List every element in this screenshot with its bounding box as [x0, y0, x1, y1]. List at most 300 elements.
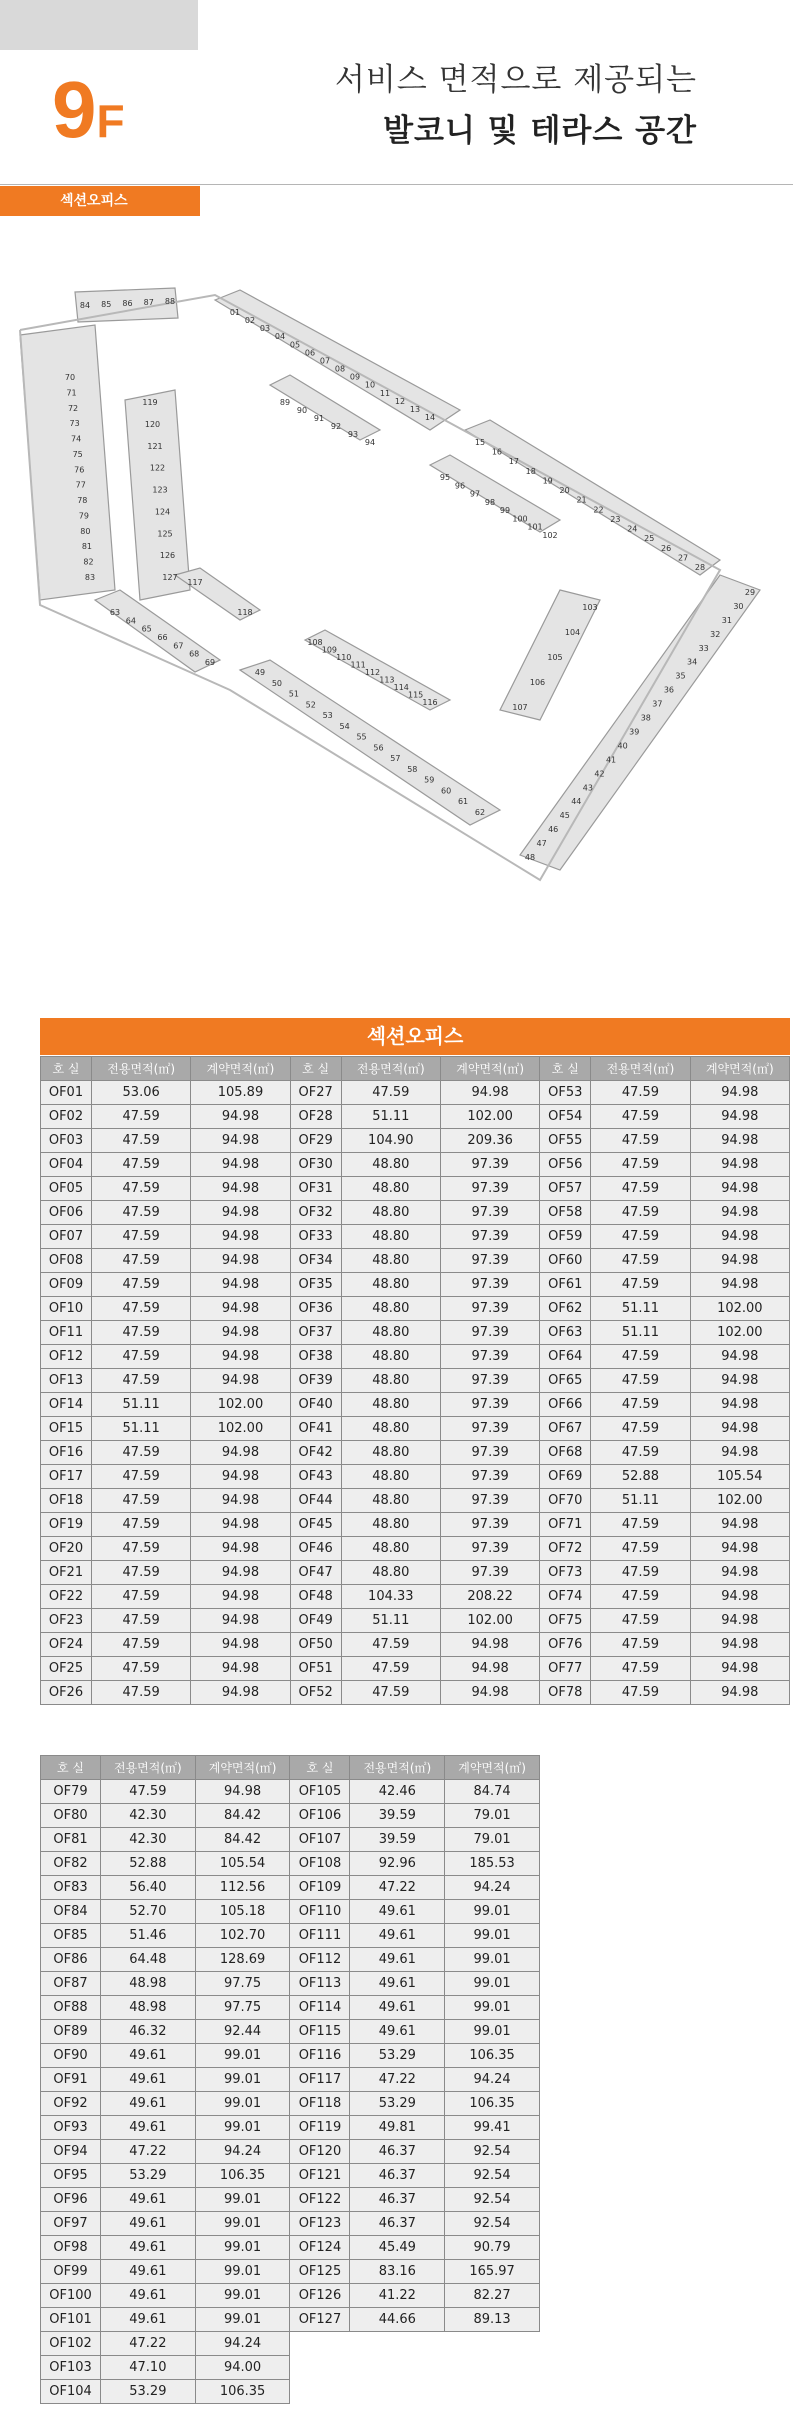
column-header: 계약면적(㎡) [445, 1756, 540, 1780]
headline-line1: 서비스 면적으로 제공되는 [334, 62, 697, 98]
area-cell: 97.39 [440, 1297, 539, 1321]
unit-name-cell: OF15 [41, 1417, 92, 1441]
unit-label: 15 [474, 438, 486, 447]
area-cell: 49.61 [101, 2116, 196, 2140]
table-row [41, 1948, 540, 1972]
unit-label: 101 [527, 522, 543, 532]
unit-label: 37 [652, 699, 663, 709]
area-cell: 47.59 [591, 1369, 690, 1393]
area-cell: 94.98 [690, 1417, 789, 1441]
area-cell: 92.54 [445, 2140, 540, 2164]
unit-name-cell: OF55 [540, 1129, 591, 1153]
unit-name-cell: OF46 [290, 1537, 341, 1561]
area-cell: 48.80 [341, 1369, 440, 1393]
unit-name-cell: OF66 [540, 1393, 591, 1417]
area-cell: 47.59 [591, 1513, 690, 1537]
area-cell: 99.01 [195, 2212, 290, 2236]
area-cell: 102.00 [690, 1489, 789, 1513]
area-cell: 94.98 [690, 1177, 789, 1201]
table-row [41, 1900, 540, 1924]
unit-label: 111 [350, 660, 366, 670]
area-cell: 94.98 [690, 1609, 789, 1633]
unit-label: 98 [484, 497, 496, 507]
area-cell: 94.98 [191, 1345, 290, 1369]
unit-label: 46 [548, 825, 559, 835]
area-cell: 48.80 [341, 1273, 440, 1297]
area-cell: 92.54 [445, 2188, 540, 2212]
area-cell: 51.11 [341, 1105, 440, 1129]
area-cell: 94.98 [191, 1441, 290, 1465]
area-cell: 94.98 [690, 1681, 789, 1705]
unit-name-cell: OF97 [41, 2212, 101, 2236]
header-divider [0, 184, 793, 185]
unit-name-cell: OF43 [290, 1465, 341, 1489]
area-cell: 165.97 [445, 2260, 540, 2284]
unit-name-cell: OF102 [41, 2332, 101, 2356]
area-cell: 51.11 [591, 1297, 690, 1321]
unit-label: 27 [677, 553, 689, 563]
unit-name-cell: OF29 [290, 1129, 341, 1153]
unit-label: 121 [147, 441, 163, 451]
unit-label: 89 [279, 398, 291, 407]
unit-label: 66 [157, 633, 168, 642]
unit-label: 127 [162, 573, 178, 582]
unit-name-cell: OF64 [540, 1345, 591, 1369]
area-cell: 46.37 [350, 2164, 445, 2188]
unit-name-cell: OF44 [290, 1489, 341, 1513]
headline [177, 54, 697, 150]
unit-label: 29 [744, 588, 756, 597]
area-cell: 47.59 [591, 1177, 690, 1201]
table-row [41, 1105, 790, 1129]
unit-label: 74 [71, 434, 82, 444]
unit-name-cell: OF54 [540, 1105, 591, 1129]
column-header: 계약면적(㎡) [690, 1057, 789, 1081]
unit-name-cell: OF28 [290, 1105, 341, 1129]
area-cell: 42.30 [101, 1804, 196, 1828]
unit-name-cell: OF124 [290, 2236, 350, 2260]
area-cell: 97.39 [440, 1537, 539, 1561]
unit-name-cell: OF06 [41, 1201, 92, 1225]
unit-name-cell: OF105 [290, 1780, 350, 1804]
unit-label: 123 [152, 485, 168, 495]
area-cell: 97.39 [440, 1561, 539, 1585]
area-cell: 47.59 [591, 1201, 690, 1225]
unit-name-cell: OF107 [290, 1828, 350, 1852]
table-row [41, 1321, 790, 1345]
table-row [41, 1273, 790, 1297]
area-cell: 47.22 [101, 2140, 196, 2164]
unit-label: 12 [394, 396, 406, 406]
area-cell: 102.70 [195, 1924, 290, 1948]
unit-label: 67 [173, 641, 184, 651]
area-cell: 94.98 [191, 1129, 290, 1153]
unit-label: 38 [640, 713, 651, 723]
area-cell: 47.59 [591, 1081, 690, 1105]
unit-label: 47 [536, 839, 547, 849]
table-row [41, 1297, 790, 1321]
area-cell: 94.98 [195, 1780, 290, 1804]
corner-tab [0, 0, 198, 50]
unit-label: 108 [307, 638, 323, 647]
area-cell: 53.29 [350, 2044, 445, 2068]
area-cell: 209.36 [440, 1129, 539, 1153]
unit-label: 50 [271, 678, 283, 688]
area-cell: 49.61 [101, 2092, 196, 2116]
unit-name-cell: OF09 [41, 1273, 92, 1297]
area-cell: 94.98 [690, 1201, 789, 1225]
area-cell: 47.59 [91, 1321, 190, 1345]
area-cell: 99.01 [195, 2236, 290, 2260]
unit-name-cell: OF26 [41, 1681, 92, 1705]
area-cell: 48.80 [341, 1225, 440, 1249]
unit-label: 126 [159, 551, 176, 561]
unit-label: 14 [424, 413, 436, 422]
area-cell: 94.98 [191, 1297, 290, 1321]
area-cell: 48.80 [341, 1345, 440, 1369]
area-cell: 47.59 [91, 1105, 190, 1129]
area-cell: 47.59 [591, 1441, 690, 1465]
area-cell: 99.01 [195, 2188, 290, 2212]
unit-label: 44 [571, 797, 582, 807]
area-cell: 45.49 [350, 2236, 445, 2260]
table-row [41, 1924, 540, 1948]
unit-label: 09 [349, 372, 361, 382]
area-cell: 92.96 [350, 1852, 445, 1876]
unit-name-cell: OF58 [540, 1201, 591, 1225]
table-row [41, 1465, 790, 1489]
table-row [41, 1876, 540, 1900]
unit-name-cell: OF59 [540, 1225, 591, 1249]
unit-name-cell: OF12 [41, 1345, 92, 1369]
unit-label: 63 [109, 608, 121, 617]
area-cell: 97.39 [440, 1441, 539, 1465]
area-cell: 47.59 [91, 1657, 190, 1681]
area-cell: 51.11 [91, 1393, 190, 1417]
table-row [41, 1249, 790, 1273]
area-cell: 82.27 [445, 2284, 540, 2308]
unit-label: 24 [627, 524, 638, 534]
unit-name-cell: OF33 [290, 1225, 341, 1249]
area-cell: 48.80 [341, 1321, 440, 1345]
area-cell: 47.59 [91, 1225, 190, 1249]
area-cell: 94.98 [440, 1657, 539, 1681]
area-cell: 102.00 [440, 1105, 539, 1129]
unit-name-cell: OF02 [41, 1105, 92, 1129]
area-cell: 94.98 [690, 1129, 789, 1153]
area-cell: 46.32 [101, 2020, 196, 2044]
table-row [41, 1972, 540, 1996]
table-row [41, 2092, 540, 2116]
unit-name-cell: OF42 [290, 1441, 341, 1465]
area-cell: 92.44 [195, 2020, 290, 2044]
unit-name-cell: OF121 [290, 2164, 350, 2188]
area-cell: 47.59 [591, 1537, 690, 1561]
area-cell: 47.59 [591, 1105, 690, 1129]
area-cell: 47.59 [591, 1273, 690, 1297]
unit-name-cell: OF103 [41, 2356, 101, 2380]
area-cell: 97.39 [440, 1273, 539, 1297]
table-row [41, 1129, 790, 1153]
unit-label: 77 [75, 480, 86, 490]
area-cell: 47.59 [91, 1681, 190, 1705]
unit-name-cell [290, 2356, 350, 2380]
column-header: 호 실 [41, 1057, 92, 1081]
unit-name-cell: OF31 [290, 1177, 341, 1201]
area-cell: 39.59 [350, 1804, 445, 1828]
unit-label: 60 [441, 786, 452, 796]
unit-name-cell: OF116 [290, 2044, 350, 2068]
area-cell: 94.98 [690, 1225, 789, 1249]
section-tag: 섹션오피스 [0, 186, 200, 216]
unit-label: 118 [237, 608, 253, 617]
unit-label: 55 [356, 732, 367, 742]
unit-name-cell: OF35 [290, 1273, 341, 1297]
unit-label: 22 [593, 505, 604, 515]
building-wing [20, 325, 115, 600]
table-header-row [41, 1057, 790, 1081]
area-cell: 99.01 [195, 2260, 290, 2284]
area-cell: 39.59 [350, 1828, 445, 1852]
area-cell: 49.61 [350, 1996, 445, 2020]
area-cell: 94.98 [191, 1537, 290, 1561]
area-cell: 94.98 [191, 1489, 290, 1513]
unit-name-cell: OF99 [41, 2260, 101, 2284]
unit-label: 42 [594, 769, 605, 779]
table-row [41, 2380, 540, 2404]
area-cell: 105.54 [195, 1852, 290, 1876]
column-header: 전용면적(㎡) [341, 1057, 440, 1081]
unit-label: 30 [733, 601, 744, 611]
area-cell: 47.59 [91, 1441, 190, 1465]
area-cell: 99.41 [445, 2116, 540, 2140]
area-cell: 94.98 [440, 1681, 539, 1705]
area-cell: 47.59 [91, 1273, 190, 1297]
unit-label: 92 [330, 422, 342, 431]
unit-label: 122 [149, 463, 166, 473]
area-cell: 51.11 [591, 1321, 690, 1345]
table-row [41, 2212, 540, 2236]
unit-name-cell: OF94 [41, 2140, 101, 2164]
table-row [41, 2356, 540, 2380]
area-cell: 97.39 [440, 1249, 539, 1273]
unit-label: 13 [409, 404, 421, 414]
unit-name-cell: OF37 [290, 1321, 341, 1345]
area-cell: 52.88 [101, 1852, 196, 1876]
area-cell: 49.61 [350, 1900, 445, 1924]
area-cell: 47.22 [350, 2068, 445, 2092]
unit-label: 11 [379, 388, 391, 398]
table-row [41, 2164, 540, 2188]
table-row [41, 1852, 540, 1876]
unit-label: 88 [164, 297, 176, 306]
unit-name-cell: OF11 [41, 1321, 92, 1345]
area-cell: 94.98 [690, 1153, 789, 1177]
unit-label: 102 [542, 531, 558, 540]
unit-label: 16 [491, 447, 503, 457]
table-row [41, 1780, 540, 1804]
unit-name-cell: OF03 [41, 1129, 92, 1153]
unit-name-cell: OF77 [540, 1657, 591, 1681]
unit-label: 86 [122, 299, 133, 308]
area-cell: 97.75 [195, 1996, 290, 2020]
area-cell: 47.59 [341, 1081, 440, 1105]
area-cell: 47.22 [350, 1876, 445, 1900]
building-wing [95, 590, 220, 672]
area-cell: 48.98 [101, 1996, 196, 2020]
area-cell: 47.10 [101, 2356, 196, 2380]
table-row [41, 2284, 540, 2308]
unit-label: 91 [313, 414, 325, 423]
unit-label: 71 [66, 388, 77, 398]
unit-name-cell: OF19 [41, 1513, 92, 1537]
unit-name-cell: OF23 [41, 1609, 92, 1633]
table-row [41, 1513, 790, 1537]
unit-name-cell: OF123 [290, 2212, 350, 2236]
unit-name-cell: OF79 [41, 1780, 101, 1804]
table-row [41, 1393, 790, 1417]
area-cell: 48.80 [341, 1177, 440, 1201]
area-cell: 84.42 [195, 1804, 290, 1828]
unit-name-cell: OF91 [41, 2068, 101, 2092]
unit-name-cell: OF78 [540, 1681, 591, 1705]
unit-label: 21 [576, 495, 587, 505]
column-header: 전용면적(㎡) [91, 1057, 190, 1081]
unit-label: 83 [84, 573, 96, 582]
unit-label: 23 [610, 514, 621, 524]
unit-name-cell: OF82 [41, 1852, 101, 1876]
unit-name-cell: OF122 [290, 2188, 350, 2212]
unit-name-cell: OF90 [41, 2044, 101, 2068]
area-cell [445, 2356, 540, 2380]
area-cell: 47.59 [591, 1153, 690, 1177]
area-cell: 84.74 [445, 1780, 540, 1804]
area-cell: 94.98 [690, 1369, 789, 1393]
area-cell: 94.98 [690, 1441, 789, 1465]
unit-label: 45 [559, 811, 570, 821]
table-row [41, 2116, 540, 2140]
area-cell: 47.59 [591, 1225, 690, 1249]
column-header: 호 실 [290, 1756, 350, 1780]
area-cell: 99.01 [195, 2116, 290, 2140]
unit-label: 125 [157, 529, 173, 539]
unit-label: 69 [204, 658, 216, 667]
unit-label: 36 [663, 685, 675, 695]
unit-name-cell: OF96 [41, 2188, 101, 2212]
column-header: 계약면적(㎡) [195, 1756, 290, 1780]
area-cell: 47.59 [91, 1369, 190, 1393]
area-cell: 48.80 [341, 1249, 440, 1273]
area-cell: 47.59 [91, 1345, 190, 1369]
unit-name-cell: OF119 [290, 2116, 350, 2140]
area-cell: 94.98 [191, 1513, 290, 1537]
unit-label: 06 [304, 348, 316, 358]
table-row [41, 1585, 790, 1609]
area-cell: 49.61 [101, 2236, 196, 2260]
unit-label: 20 [559, 486, 570, 496]
area-cell: 94.24 [445, 1876, 540, 1900]
area-cell: 104.90 [341, 1129, 440, 1153]
area-cell: 47.59 [591, 1393, 690, 1417]
unit-name-cell: OF04 [41, 1153, 92, 1177]
column-header: 호 실 [290, 1057, 341, 1081]
area-cell: 49.61 [101, 2044, 196, 2068]
area-cell: 102.00 [191, 1393, 290, 1417]
unit-label: 01 [229, 308, 241, 317]
area-cell: 52.88 [591, 1465, 690, 1489]
area-cell: 46.37 [350, 2212, 445, 2236]
unit-label: 18 [525, 466, 536, 476]
area-cell: 97.39 [440, 1369, 539, 1393]
area-cell: 47.59 [591, 1657, 690, 1681]
area-cell: 128.69 [195, 1948, 290, 1972]
floor-plan [0, 270, 793, 920]
unit-name-cell: OF40 [290, 1393, 341, 1417]
area-cell: 89.13 [445, 2308, 540, 2332]
floor-number-suffix: F [96, 95, 125, 147]
unit-label: 106 [529, 678, 546, 687]
area-cell: 97.39 [440, 1489, 539, 1513]
table-row [41, 2260, 540, 2284]
unit-label: 112 [364, 668, 381, 677]
unit-label: 119 [142, 398, 158, 407]
area-cell: 94.98 [191, 1681, 290, 1705]
unit-label: 68 [189, 649, 200, 659]
unit-name-cell: OF17 [41, 1465, 92, 1489]
units-table-2 [40, 1755, 540, 2404]
area-cell: 47.59 [591, 1129, 690, 1153]
unit-label: 40 [617, 741, 628, 751]
area-cell: 48.80 [341, 1489, 440, 1513]
unit-name-cell: OF50 [290, 1633, 341, 1657]
unit-label: 117 [187, 578, 203, 587]
area-cell: 51.11 [341, 1609, 440, 1633]
area-cell: 94.24 [445, 2068, 540, 2092]
unit-label: 28 [694, 563, 706, 572]
area-cell: 49.61 [350, 2020, 445, 2044]
area-cell: 47.59 [591, 1609, 690, 1633]
unit-name-cell: OF115 [290, 2020, 350, 2044]
unit-name-cell: OF52 [290, 1681, 341, 1705]
area-cell: 94.98 [690, 1513, 789, 1537]
area-cell: 94.98 [191, 1633, 290, 1657]
area-cell: 48.80 [341, 1537, 440, 1561]
table-row [41, 1417, 790, 1441]
area-cell: 97.39 [440, 1153, 539, 1177]
area-cell: 97.39 [440, 1417, 539, 1441]
area-cell: 94.98 [690, 1633, 789, 1657]
area-cell: 49.81 [350, 2116, 445, 2140]
area-cell: 94.98 [440, 1081, 539, 1105]
unit-label: 49 [254, 668, 266, 677]
table-row [41, 1537, 790, 1561]
area-cell: 106.35 [445, 2044, 540, 2068]
area-cell: 94.98 [191, 1369, 290, 1393]
area-cell: 47.59 [91, 1129, 190, 1153]
area-cell: 47.59 [341, 1657, 440, 1681]
unit-name-cell: OF111 [290, 1924, 350, 1948]
unit-name-cell: OF71 [540, 1513, 591, 1537]
area-cell: 106.35 [445, 2092, 540, 2116]
unit-label: 58 [407, 764, 418, 774]
area-cell: 49.61 [350, 1948, 445, 1972]
unit-label: 19 [542, 476, 553, 486]
unit-label: 90 [296, 406, 308, 415]
unit-name-cell: OF47 [290, 1561, 341, 1585]
unit-name-cell: OF108 [290, 1852, 350, 1876]
unit-name-cell: OF84 [41, 1900, 101, 1924]
unit-name-cell: OF16 [41, 1441, 92, 1465]
